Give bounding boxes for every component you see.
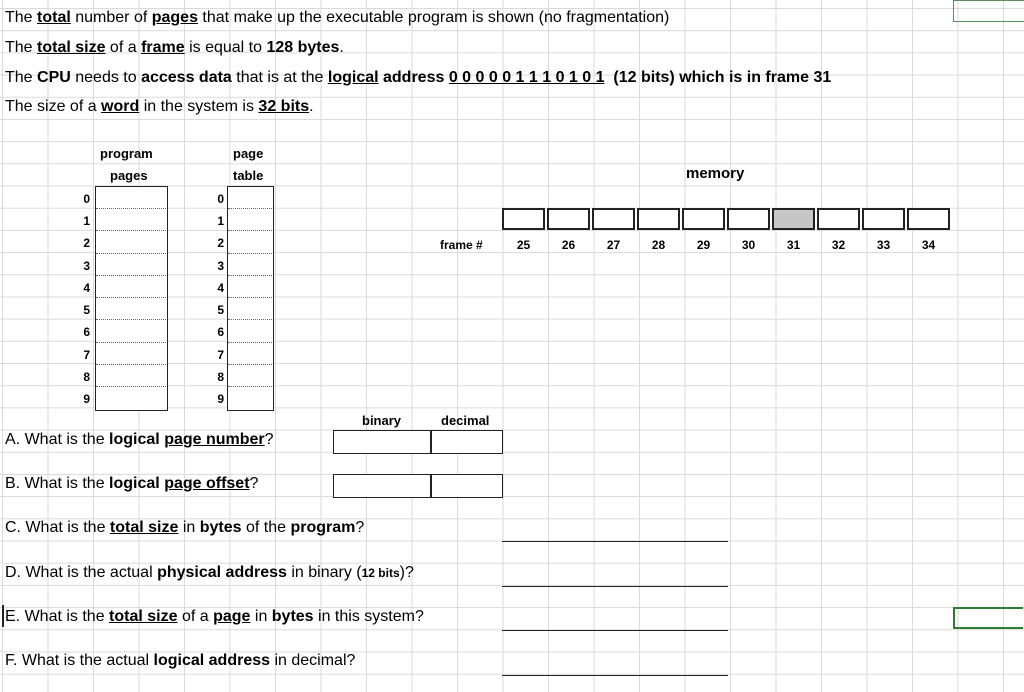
frame-number: 31: [786, 238, 801, 252]
memory-frame-cell: [862, 208, 905, 230]
program-page-index: 7: [83, 348, 90, 362]
question-e: E. What is the total size of a page in bytes in this system?: [5, 608, 424, 625]
answer-d-line[interactable]: [502, 586, 728, 587]
page-table-index: 0: [217, 192, 224, 206]
frame-number: 26: [561, 238, 576, 252]
page-table-index: 8: [217, 370, 224, 384]
frame-number: 25: [516, 238, 531, 252]
selected-cell[interactable]: [953, 607, 1023, 629]
page-table-index: 7: [217, 348, 224, 362]
page-table-index: 5: [217, 303, 224, 317]
answer-b-binary[interactable]: [333, 474, 431, 498]
selected-cell-top[interactable]: [953, 0, 1024, 22]
answer-a-binary[interactable]: [333, 430, 431, 454]
memory-frame-cell: [502, 208, 545, 230]
program-pages-header-2: pages: [110, 168, 148, 183]
program-page-index: 8: [83, 370, 90, 384]
memory-frame-cell: [637, 208, 680, 230]
program-page-index: 5: [83, 303, 90, 317]
intro-line-3: The CPU needs to access data that is at the logical address 0 0 0 0 0 1 1 1 0 1 0 1 (12 bits) which is in frame 31: [5, 69, 832, 86]
memory-frame-cell: [907, 208, 950, 230]
answer-c-line[interactable]: [502, 541, 728, 542]
memory-frame-cell: [817, 208, 860, 230]
frame-number: 34: [921, 238, 936, 252]
question-f: F. What is the actual logical address in decimal?: [5, 652, 356, 669]
answer-f-line[interactable]: [502, 675, 728, 676]
page-table-header-1: page: [233, 146, 264, 161]
cell-left-border: [2, 605, 4, 627]
decimal-header: decimal: [441, 413, 490, 428]
page-table-header-2: table: [233, 168, 264, 183]
frame-number: 28: [651, 238, 666, 252]
page-table-index: 2: [217, 236, 224, 250]
program-page-index: 0: [83, 192, 90, 206]
page-table-index: 4: [217, 281, 224, 295]
intro-line-1: The total number of pages that make up the executable program is shown (no fragmentation): [5, 9, 670, 26]
answer-b-decimal[interactable]: [431, 474, 503, 498]
memory-frame-cell: [682, 208, 725, 230]
page-table-index: 3: [217, 259, 224, 273]
frame-number: 27: [606, 238, 621, 252]
memory-frame-cell: [592, 208, 635, 230]
answer-a-decimal[interactable]: [431, 430, 503, 454]
binary-header: binary: [362, 413, 402, 428]
frame-label: frame #: [440, 238, 483, 252]
program-page-index: 1: [83, 214, 90, 228]
program-pages-header-1: program: [100, 146, 153, 161]
program-page-index: 6: [83, 325, 90, 339]
frame-number: 30: [741, 238, 756, 252]
question-b: B. What is the logical page offset?: [5, 475, 259, 492]
frame-number: 33: [876, 238, 891, 252]
question-c: C. What is the total size in bytes of the program?: [5, 519, 365, 536]
question-d: D. What is the actual physical address in binary (12 bits)?: [5, 564, 414, 581]
memory-frame-cell-highlighted: [772, 208, 815, 230]
page-table-box: [227, 186, 274, 411]
program-page-index: 3: [83, 259, 90, 273]
memory-frame-cell: [727, 208, 770, 230]
frame-number: 32: [831, 238, 846, 252]
program-page-index: 4: [83, 281, 90, 295]
intro-line-4: The size of a word in the system is 32 bits.: [5, 98, 314, 115]
frame-number: 29: [696, 238, 711, 252]
memory-title: memory: [686, 165, 745, 182]
page-table-index: 6: [217, 325, 224, 339]
program-page-index: 2: [83, 236, 90, 250]
question-a: A. What is the logical page number?: [5, 431, 274, 448]
program-pages-box: [95, 186, 168, 411]
page-table-index: 1: [217, 214, 224, 228]
memory-frame-cell: [547, 208, 590, 230]
page-table-index: 9: [217, 392, 224, 406]
intro-line-2: The total size of a frame is equal to 128 bytes.: [5, 39, 344, 56]
program-page-index: 9: [83, 392, 90, 406]
answer-e-line[interactable]: [502, 630, 728, 631]
